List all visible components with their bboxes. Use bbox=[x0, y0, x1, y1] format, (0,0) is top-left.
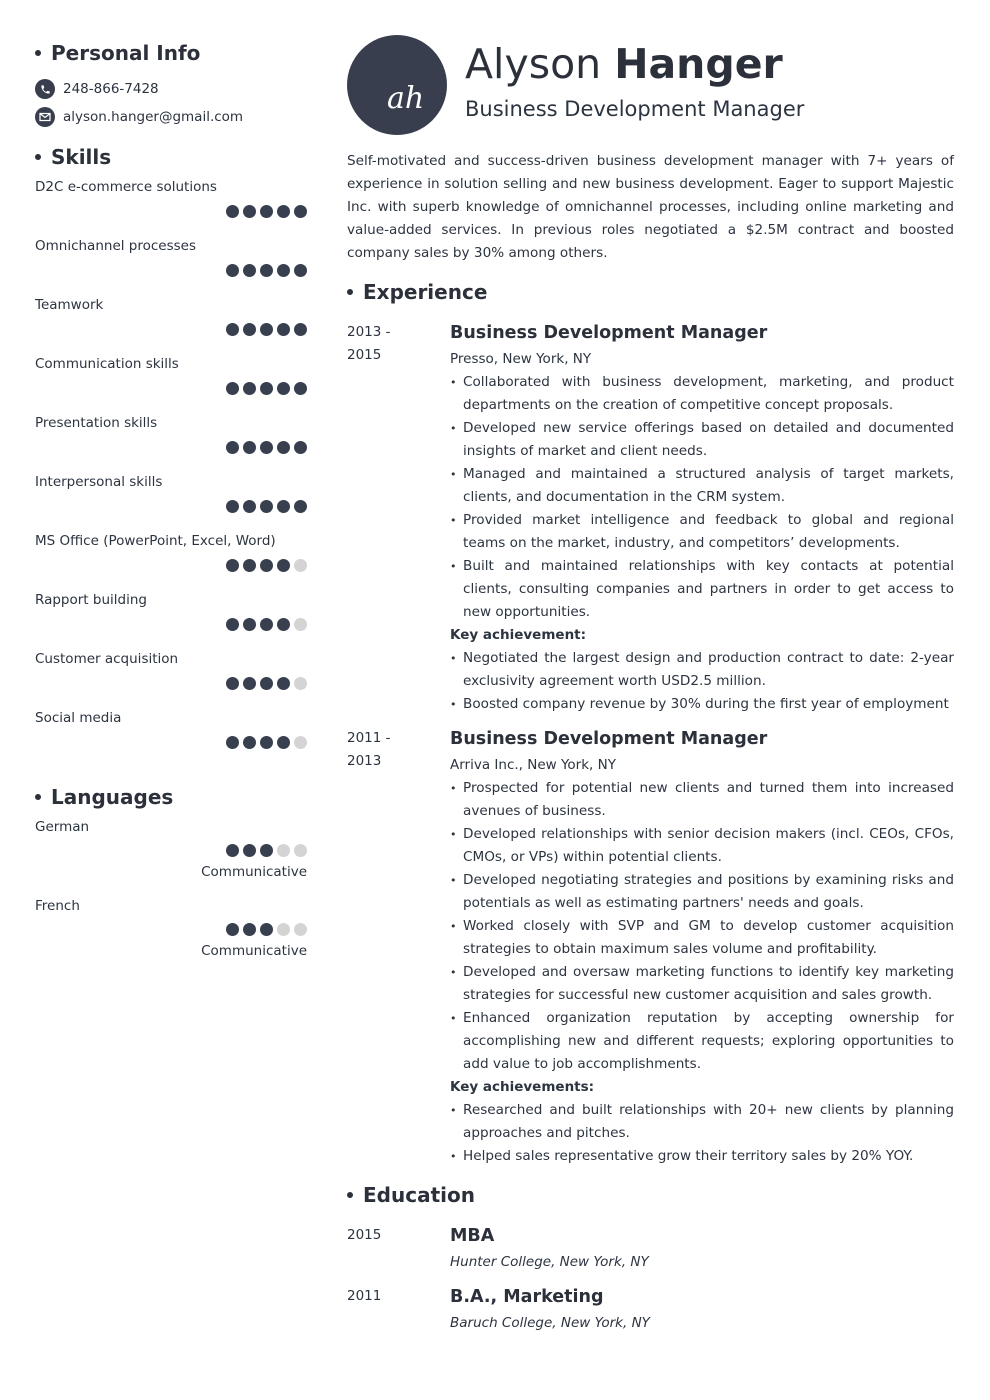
skill-name: D2C e-commerce solutions bbox=[35, 179, 217, 195]
avatar-initials: ah bbox=[387, 81, 425, 116]
rating-dot-filled bbox=[294, 323, 307, 336]
skill-item bbox=[35, 471, 307, 530]
rating-dot-filled bbox=[243, 205, 256, 218]
education-heading: Education bbox=[347, 1180, 954, 1210]
list-item: • Researched and built relationships with 20+ new clients by planning approaches and pitches. bbox=[450, 1099, 954, 1145]
skill-item bbox=[35, 589, 307, 648]
rating-dot-filled bbox=[243, 677, 256, 690]
candidate-name bbox=[465, 40, 783, 88]
rating-dot-empty bbox=[294, 677, 307, 690]
list-item: • Prospected for potential new clients and turned them into increased avenues of business. bbox=[450, 777, 954, 823]
rating-dot-filled bbox=[294, 441, 307, 454]
skill-name: Interpersonal skills bbox=[35, 474, 163, 490]
phone-number[interactable]: 248-866-7428 bbox=[63, 81, 159, 97]
rating-dot-empty bbox=[277, 923, 290, 936]
rating-dot-filled bbox=[226, 382, 239, 395]
rating-dot-filled bbox=[260, 500, 273, 513]
rating-dot-filled bbox=[294, 500, 307, 513]
rating-dot-filled bbox=[277, 382, 290, 395]
job-duties bbox=[450, 777, 954, 1076]
education-content bbox=[450, 1224, 954, 1274]
rating-dot-filled bbox=[260, 441, 273, 454]
heading-bullet-icon bbox=[35, 50, 41, 56]
rating-dot-filled bbox=[277, 677, 290, 690]
heading-bullet-icon bbox=[347, 289, 353, 295]
rating-dot-filled bbox=[226, 844, 239, 857]
email-address[interactable]: alyson.hanger@gmail.com bbox=[63, 109, 244, 125]
rating-dot-filled bbox=[277, 618, 290, 631]
rating-dot-filled bbox=[243, 618, 256, 631]
list-item: • Negotiated the largest design and production contract to date: 2-year exclusivity agreement worth USD2.5 million. bbox=[450, 647, 954, 693]
rating-dots bbox=[226, 500, 307, 513]
rating-dot-filled bbox=[226, 559, 239, 572]
rating-dot-empty bbox=[294, 618, 307, 631]
list-item: • Collaborated with business development, marketing, and product departments on the creation of competitive concept proposals. bbox=[450, 371, 954, 417]
job-role: Business Development Manager bbox=[450, 729, 768, 749]
list-item: • Worked closely with SVP and GM to develop customer acquisition strategies to obtain maximum sales volume and profitability. bbox=[450, 915, 954, 961]
languages-list bbox=[35, 816, 307, 974]
rating-dots bbox=[226, 559, 307, 572]
language-item bbox=[35, 895, 307, 974]
rating-dot-filled bbox=[294, 264, 307, 277]
achievement-label: Key achievements: bbox=[450, 1079, 595, 1095]
rating-dot-filled bbox=[294, 205, 307, 218]
rating-dot-filled bbox=[277, 205, 290, 218]
rating-dot-filled bbox=[243, 441, 256, 454]
rating-dot-filled bbox=[243, 923, 256, 936]
skill-name: Teamwork bbox=[35, 297, 104, 313]
rating-dot-empty bbox=[294, 559, 307, 572]
contact-email bbox=[35, 106, 307, 128]
company: Arriva Inc., New York, NY bbox=[450, 757, 616, 773]
rating-dot-empty bbox=[277, 844, 290, 857]
rating-dot-filled bbox=[243, 844, 256, 857]
list-item: • Enhanced organization reputation by accepting ownership for accomplishing new and different requests; exploring opportunities to add value to job accomplishments. bbox=[450, 1007, 954, 1076]
rating-dot-empty bbox=[294, 844, 307, 857]
experience-content bbox=[450, 321, 954, 716]
rating-dot-filled bbox=[243, 559, 256, 572]
skill-name: Communication skills bbox=[35, 356, 179, 372]
skill-item bbox=[35, 412, 307, 471]
rating-dot-filled bbox=[243, 382, 256, 395]
rating-dot-filled bbox=[260, 736, 273, 749]
rating-dots bbox=[226, 618, 307, 631]
school: Baruch College, New York, NY bbox=[450, 1315, 650, 1331]
rating-dot-filled bbox=[226, 205, 239, 218]
contact-phone bbox=[35, 78, 307, 100]
envelope-icon bbox=[35, 107, 55, 127]
achievements bbox=[450, 1099, 954, 1168]
experience-dates: 2013 - 2015 bbox=[347, 324, 391, 363]
rating-dot-filled bbox=[277, 559, 290, 572]
rating-dots bbox=[226, 205, 307, 218]
job-role: Business Development Manager bbox=[450, 323, 768, 343]
skill-name: Presentation skills bbox=[35, 415, 158, 431]
rating-dot-filled bbox=[277, 500, 290, 513]
rating-dot-filled bbox=[243, 736, 256, 749]
achievement-label: Key achievement: bbox=[450, 627, 587, 643]
rating-dots bbox=[226, 736, 307, 749]
skill-item bbox=[35, 176, 307, 235]
skill-item bbox=[35, 530, 307, 589]
rating-dots bbox=[226, 264, 307, 277]
list-item: • Helped sales representative grow their territory sales by 20% YOY. bbox=[450, 1145, 954, 1168]
rating-dots bbox=[226, 677, 307, 690]
list-item: • Provided market intelligence and feedback to global and regional teams on the market, industry, and competitors’ developments. bbox=[450, 509, 954, 555]
language-name: French bbox=[35, 898, 80, 914]
heading-bullet-icon bbox=[35, 154, 41, 160]
skill-name: Rapport building bbox=[35, 592, 147, 608]
achievements bbox=[450, 647, 954, 716]
degree: B.A., Marketing bbox=[450, 1287, 604, 1307]
skill-name: Customer acquisition bbox=[35, 651, 179, 667]
list-item: • Developed new service offerings based on detailed and documented insights of market and client needs. bbox=[450, 417, 954, 463]
list-item: • Developed negotiating strategies and positions by examining risks and potentials as well as estimating partners' needs and goals. bbox=[450, 869, 954, 915]
rating-dot-filled bbox=[226, 323, 239, 336]
rating-dot-filled bbox=[260, 323, 273, 336]
rating-dot-filled bbox=[226, 500, 239, 513]
rating-dot-filled bbox=[260, 559, 273, 572]
language-level: Communicative bbox=[201, 943, 307, 959]
rating-dots bbox=[226, 923, 307, 936]
rating-dot-filled bbox=[277, 736, 290, 749]
heading-bullet-icon bbox=[35, 794, 41, 800]
rating-dot-filled bbox=[226, 441, 239, 454]
job-title: Business Development Manager bbox=[465, 97, 805, 121]
rating-dot-filled bbox=[260, 844, 273, 857]
last-name: Hanger bbox=[614, 40, 783, 88]
rating-dot-filled bbox=[260, 923, 273, 936]
experience-dates: 2011 - 2013 bbox=[347, 730, 391, 769]
list-item: • Developed relationships with senior decision makers (incl. CEOs, CFOs, CMOs, or VPs) within potential clients. bbox=[450, 823, 954, 869]
rating-dot-filled bbox=[243, 323, 256, 336]
skill-name: MS Office (PowerPoint, Excel, Word) bbox=[35, 533, 276, 549]
rating-dot-filled bbox=[277, 323, 290, 336]
rating-dot-empty bbox=[294, 736, 307, 749]
experience-content bbox=[450, 727, 954, 1168]
rating-dot-filled bbox=[294, 382, 307, 395]
skill-item bbox=[35, 353, 307, 412]
rating-dots bbox=[226, 382, 307, 395]
rating-dot-filled bbox=[260, 264, 273, 277]
education-content bbox=[450, 1285, 954, 1335]
school: Hunter College, New York, NY bbox=[450, 1254, 649, 1270]
rating-dot-filled bbox=[277, 264, 290, 277]
list-item: • Boosted company revenue by 30% during the first year of employment bbox=[450, 693, 954, 716]
heading-bullet-icon bbox=[347, 1192, 353, 1198]
phone-icon bbox=[35, 79, 55, 99]
rating-dot-filled bbox=[260, 618, 273, 631]
rating-dot-filled bbox=[226, 677, 239, 690]
degree: MBA bbox=[450, 1226, 495, 1246]
list-item: • Managed and maintained a structured analysis of target markets, clients, and documentation in the CRM system. bbox=[450, 463, 954, 509]
summary: Self-motivated and success-driven business development manager with 7+ years of experience in solution selling and new business development. Eager to support Majestic Inc. with superb knowledge of omnichannel processes, including online marketing and value-added services. In previous roles negotiated a $2.5M contract and boosted company sales by 30% among others. bbox=[347, 153, 954, 261]
skills-list bbox=[35, 176, 307, 766]
skill-item bbox=[35, 648, 307, 707]
skill-name: Omnichannel processes bbox=[35, 238, 197, 254]
rating-dot-filled bbox=[226, 264, 239, 277]
list-item: • Built and maintained relationships with key contacts at potential clients, consulting companies and partners in order to get access to new opportunities. bbox=[450, 555, 954, 624]
list-item: • Developed and oversaw marketing functions to identify key marketing strategies for successful new customer acquisition and sales growth. bbox=[450, 961, 954, 1007]
rating-dot-filled bbox=[260, 205, 273, 218]
language-item bbox=[35, 816, 307, 895]
education-year: 2015 bbox=[347, 1227, 382, 1243]
rating-dot-filled bbox=[277, 441, 290, 454]
skills-heading: Skills bbox=[35, 142, 307, 172]
first-name: Alyson bbox=[465, 40, 602, 88]
rating-dot-filled bbox=[243, 500, 256, 513]
rating-dot-empty bbox=[294, 923, 307, 936]
sidebar bbox=[35, 38, 307, 974]
job-duties bbox=[450, 371, 954, 624]
skill-name: Social media bbox=[35, 710, 122, 726]
language-level: Communicative bbox=[201, 864, 307, 880]
rating-dots bbox=[226, 441, 307, 454]
rating-dot-filled bbox=[243, 264, 256, 277]
skill-item bbox=[35, 235, 307, 294]
rating-dot-filled bbox=[226, 736, 239, 749]
skill-item bbox=[35, 294, 307, 353]
experience-heading: Experience bbox=[347, 277, 954, 307]
rating-dot-filled bbox=[226, 923, 239, 936]
rating-dot-filled bbox=[260, 677, 273, 690]
personal-info-heading: Personal Info bbox=[35, 38, 307, 68]
rating-dots bbox=[226, 323, 307, 336]
education-year: 2011 bbox=[347, 1288, 382, 1304]
avatar bbox=[347, 35, 447, 135]
language-name: German bbox=[35, 819, 90, 835]
languages-heading: Languages bbox=[35, 782, 307, 812]
company: Presso, New York, NY bbox=[450, 351, 592, 367]
skill-item bbox=[35, 707, 307, 766]
rating-dot-filled bbox=[260, 382, 273, 395]
rating-dot-filled bbox=[226, 618, 239, 631]
rating-dots bbox=[226, 844, 307, 857]
